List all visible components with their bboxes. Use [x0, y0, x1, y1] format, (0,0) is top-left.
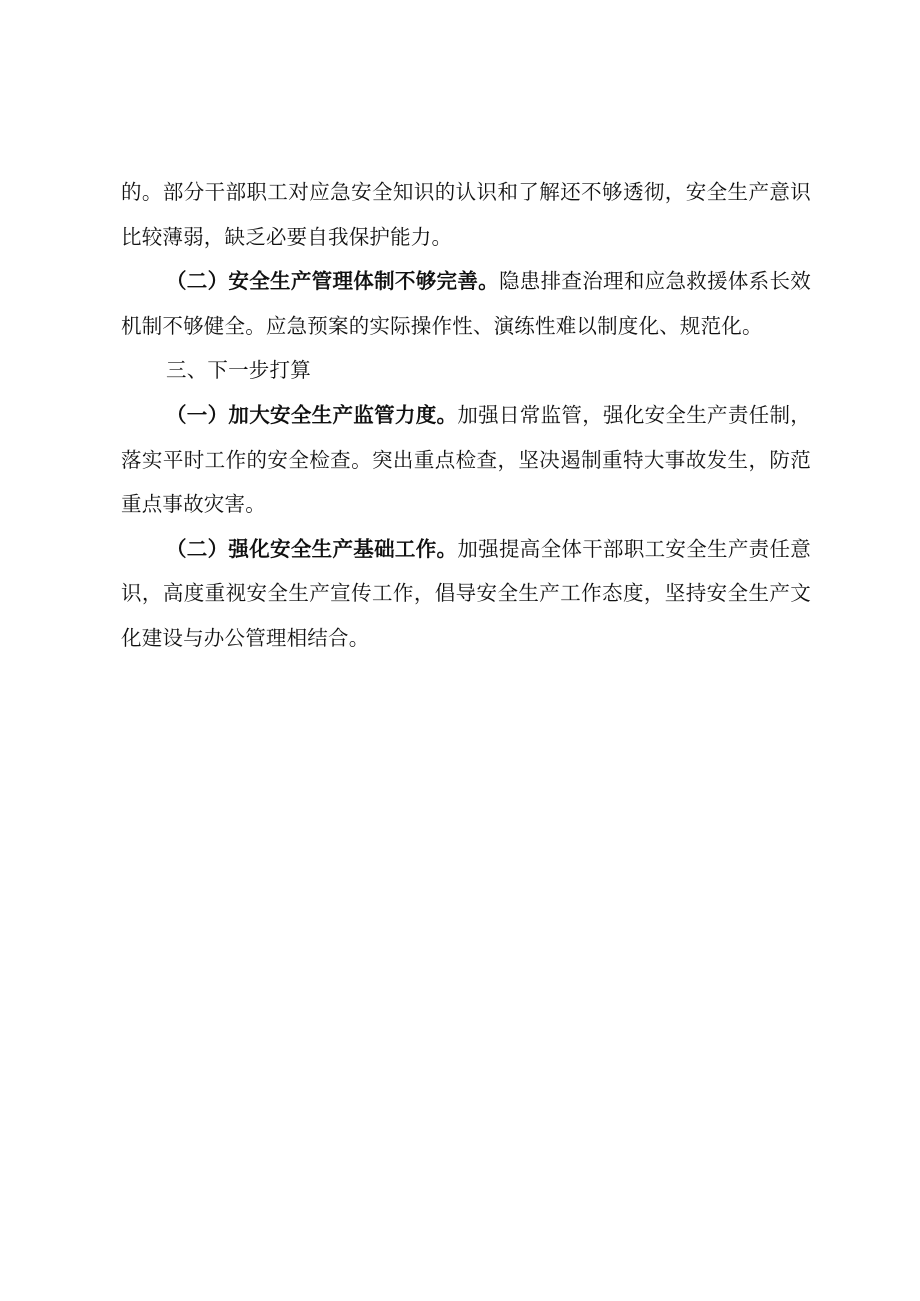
paragraph-management-system — [121, 259, 811, 348]
paragraph-text: 隐患排查治理和应急救援体系长效机制不够健全。应急预案的实际操作性、演练性难以制度化、规范化。 — [121, 269, 812, 338]
plan-lead: （二）强化安全生产基础工作。 — [166, 536, 458, 561]
section-heading: 三、下一步打算 — [166, 358, 311, 383]
plan-item-supervision — [121, 393, 811, 527]
document-body — [121, 170, 811, 661]
paragraph-text: 的。部分干部职工对应急安全知识的认识和了解还不够透彻，安全生产意识比较薄弱，缺乏必要自我保护能力。 — [121, 180, 811, 249]
plan-item-foundation — [121, 527, 811, 661]
paragraph-continuation — [121, 170, 811, 259]
paragraph-lead: （二）安全生产管理体制不够完善。 — [166, 269, 499, 294]
plan-text: 加强日常监管，强化安全生产责任制，落实平时工作的安全检查。突出重点检查，坚决遏制重特大事故发生，防范重点事故灾害。 — [121, 402, 811, 517]
plan-lead: （一）加大安全生产监管力度。 — [166, 402, 458, 427]
plan-text: 加强提高全体干部职工安全生产责任意识，高度重视安全生产宣传工作，倡导安全生产工作态度，坚持安全生产文化建设与办公管理相结合。 — [121, 536, 811, 650]
